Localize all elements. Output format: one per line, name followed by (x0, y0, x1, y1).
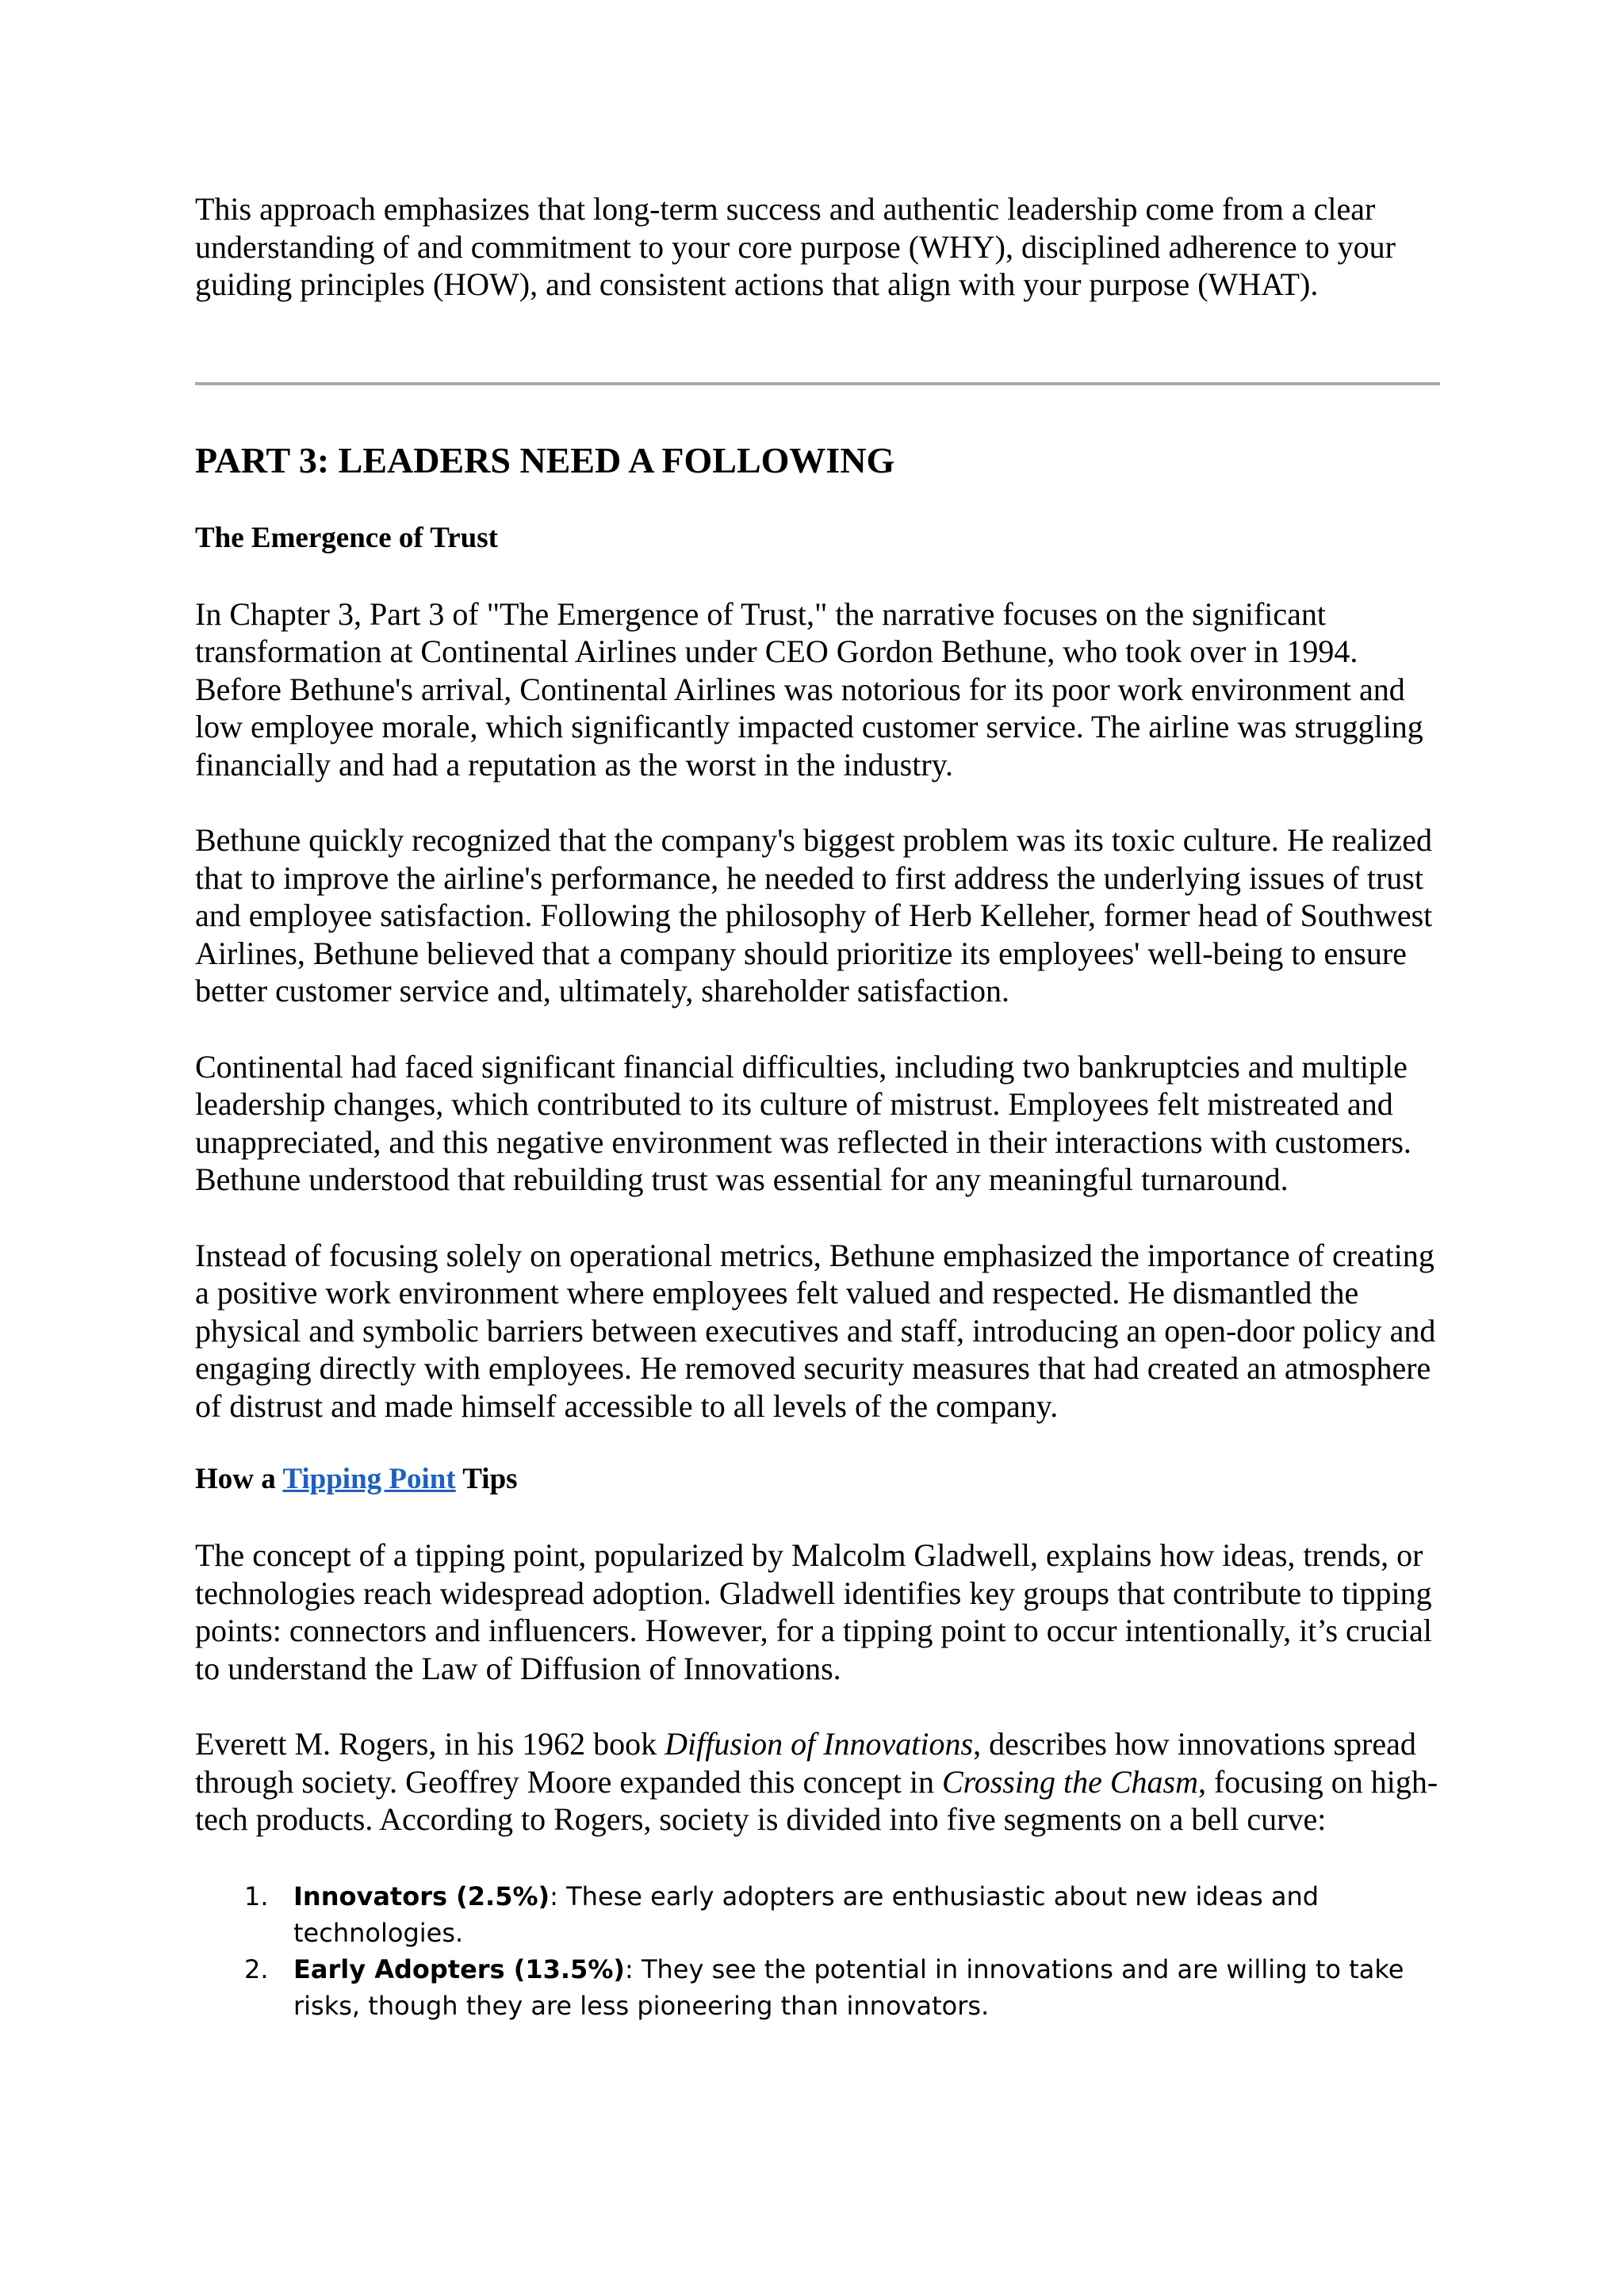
list-item (195, 1878, 1440, 1951)
list-item-term: Innovators (2.5%) (293, 1881, 550, 1911)
intro-paragraph: This approach emphasizes that long-term success and authentic leadership come from a clear understanding of and commitment to your core purpose (WHY), disciplined adherence to your guiding principles (HOW), and consistent actions that align with your purpose (WHAT). (195, 191, 1396, 302)
heading-text-after: Tips (462, 1463, 518, 1495)
list-item-number: 2. (244, 1954, 269, 1984)
list-item-text: : These early adopters are enthusiastic about new ideas and technologies. (293, 1881, 1320, 1948)
paragraph-tipping-point-concept: The concept of a tipping point, popularized by Malcolm Gladwell, explains how ideas, trends, or technologies reach widespread adoption. Gladwell identifies key groups that contribute to tipping points: connectors and influencers. However, for a tipping point to occur intentionally, it’s crucial to understand the Law of Diffusion of Innovations. (195, 1537, 1432, 1686)
paragraph-continental-intro: In Chapter 3, Part 3 of "The Emergence of Trust," the narrative focuses on the significant transformation at Continental Airlines under CEO Gordon Bethune, who took over in 1994. Before Bethune's arrival, Continental Airlines was notorious for its poor work environment and low employee morale, which significantly impacted customer service. The airline was struggling financially and had a reputation as the worst in the industry. (195, 595, 1423, 783)
document-page (195, 190, 1440, 2024)
rogers-text-1: Everett M. Rogers, in his 1962 book (195, 1726, 657, 1762)
horizontal-rule (195, 382, 1440, 385)
part-heading: PART 3: LEADERS NEED A FOLLOWING (195, 439, 895, 480)
adopter-segments-list (195, 1878, 1440, 2024)
paragraph-financial-difficulties: Continental had faced significant financial difficulties, including two bankruptcies and multiple leadership changes, which contributed to its culture of mistrust. Employees felt mistreated and unappreciated, and this negative environment was reflected in their interactions with customers. Bethune understood that rebuilding trust was essential for any meaningful turnaround. (195, 1048, 1411, 1197)
book-title-diffusion: Diffusion of Innovations (665, 1726, 974, 1762)
list-item-text: : They see the potential in innovations and are willing to take risks, though they are less pioneering than innovators. (293, 1954, 1404, 2021)
list-item-number: 1. (244, 1881, 269, 1911)
rogers-text-2: , describes how innovations spread through society. Geoffrey Moore expanded this concept in (195, 1726, 1416, 1800)
rogers-text-3: , focusing on high-tech products. According to Rogers, society is divided into five segments on a bell curve: (195, 1763, 1438, 1837)
section-heading-emergence-of-trust: The Emergence of Trust (195, 521, 498, 554)
heading-text-before: How a (195, 1463, 276, 1495)
tipping-point-link[interactable]: Tipping Point (282, 1463, 456, 1495)
paragraph-rogers-diffusion (195, 1725, 1440, 1839)
list-item-term: Early Adopters (13.5%) (293, 1954, 625, 1984)
paragraph-bethune-culture: Bethune quickly recognized that the company's biggest problem was its toxic culture. He realized that to improve the airline's performance, he needed to first address the underlying issues of trust and employee satisfaction. Following the philosophy of Herb Kelleher, former head of Southwest Airlines, Bethune believed that a company should prioritize its employees' well-being to ensure better customer service and, ultimately, shareholder satisfaction. (195, 822, 1433, 1008)
section-heading-tipping-point (195, 1460, 1440, 1498)
list-item (195, 1951, 1440, 2024)
book-title-chasm: Crossing the Chasm (941, 1763, 1198, 1800)
paragraph-positive-environment: Instead of focusing solely on operational metrics, Bethune emphasized the importance of creating a positive work environment where employees felt valued and respected. He dismantled the physical and symbolic barriers between executives and staff, introducing an open-door policy and engaging directly with employees. He removed security measures that had created an atmosphere of distrust and made himself accessible to all levels of the company. (195, 1237, 1436, 1424)
